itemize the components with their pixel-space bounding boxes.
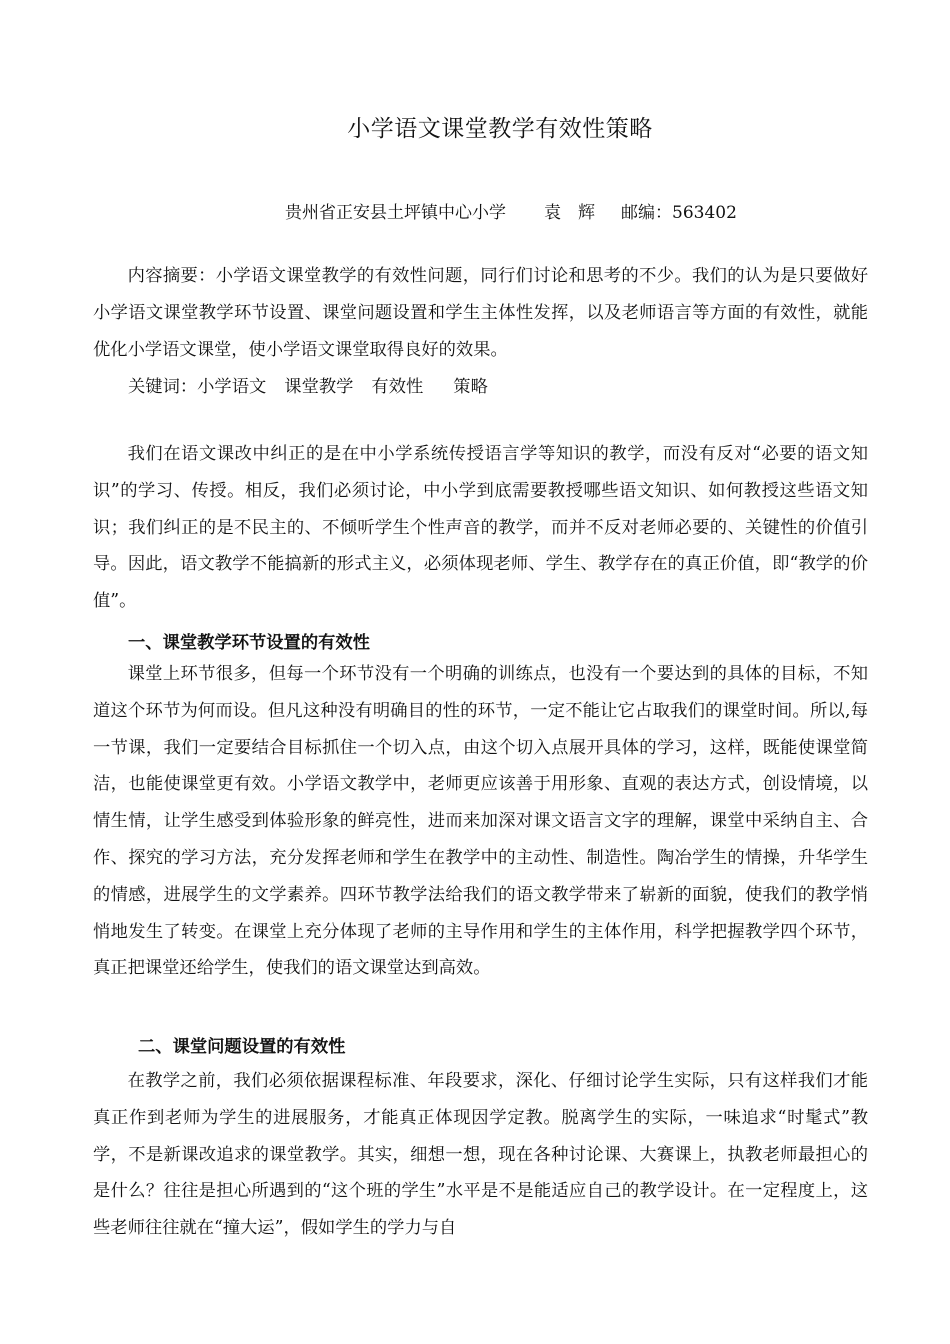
section-heading: 一、课堂教学环节设置的有效性 <box>128 633 370 653</box>
keyword: 有效性 <box>371 377 424 397</box>
keyword: 策略 <box>453 377 488 397</box>
keywords-line <box>128 372 506 397</box>
author-name: 袁 辉 <box>544 203 595 223</box>
school-name: 贵州省正安县土坪镇中心小学 <box>285 203 506 223</box>
postcode: 邮编：563402 <box>621 203 737 223</box>
abstract-paragraph: 内容摘要：小学语文课堂教学的有效性问题，同行们讨论和思考的不少。我们的认为是只要做好小学语文课堂教学环节设置、课堂问题设置和学生主体性发挥，以及老师语言等方面的有效性，就能优化小学语文课堂，使小学语文课堂取得良好的效果。 <box>93 266 868 360</box>
keyword: 课堂教学 <box>284 377 354 397</box>
intro-paragraph: 我们在语文课改中纠正的是在中小学系统传授语言学等知识的教学，而没有反对“必要的语文知识”的学习、传授。相反，我们必须讨论，中小学到底需要教授哪些语文知识、如何教授这些语文知识；我们纠正的是不民主的、不倾听学生个性声音的教学，而并不反对老师必要的、关键性的价值引导。因此，语文教学不能搞新的形式主义，必须体现老师、学生、教学存在的真正价值，即“教学的价值”。 <box>93 444 868 612</box>
keyword: 小学语文 <box>197 377 267 397</box>
keywords-label: 关键词： <box>128 377 198 397</box>
section-body: 在教学之前，我们必须依据课程标准、年段要求，深化、仔细讨论学生实际，只有这样我们才能真正作到老师为学生的进展服务，才能真正体现因学定教。脱离学生的实际，一味追求“时髦式”教学，不是新课改追求的课堂教学。其实，细想一想，现在各种讨论课、大赛课上，执教老师最担心的是什么？往往是担心所遇到的“这个班的学生”水平是不是能适应自己的教学设计。在一定程度上，这些老师往往就在“撞大运”，假如学生的学力与自 <box>93 1071 868 1239</box>
byline <box>285 198 885 223</box>
section-heading: 二、课堂问题设置的有效性 <box>138 1037 346 1057</box>
document-title: 小学语文课堂教学有效性策略 <box>347 116 653 142</box>
section-body: 课堂上环节很多，但每一个环节没有一个明确的训练点，也没有一个要达到的具体的目标，不知道这个环节为何而设。但凡这种没有明确目的性的环节，一定不能让它占取我们的课堂时间。所以,每一节课，我们一定要结合目标抓住一个切入点，由这个切入点展开具体的学习，这样，既能使课堂简洁，也能使课堂更有效。小学语文教学中，老师更应该善于用形象、直观的表达方式，创设情境，以情生情，让学生感受到体验形象的鲜亮性，进而来加深对课文语言文字的理解，课堂中采纳自主、合作、探究的学习方法，充分发挥老师和学生在教学中的主动性、制造性。陶冶学生的情操，升华学生的情感，进展学生的文学素养。四环节教学法给我们的语文教学带来了崭新的面貌，使我们的教学悄悄地发生了转变。在课堂上充分体现了老师的主导作用和学生的主体作用，科学把握教学四个环节，真正把课堂还给学生，使我们的语文课堂达到高效。 <box>93 664 868 979</box>
